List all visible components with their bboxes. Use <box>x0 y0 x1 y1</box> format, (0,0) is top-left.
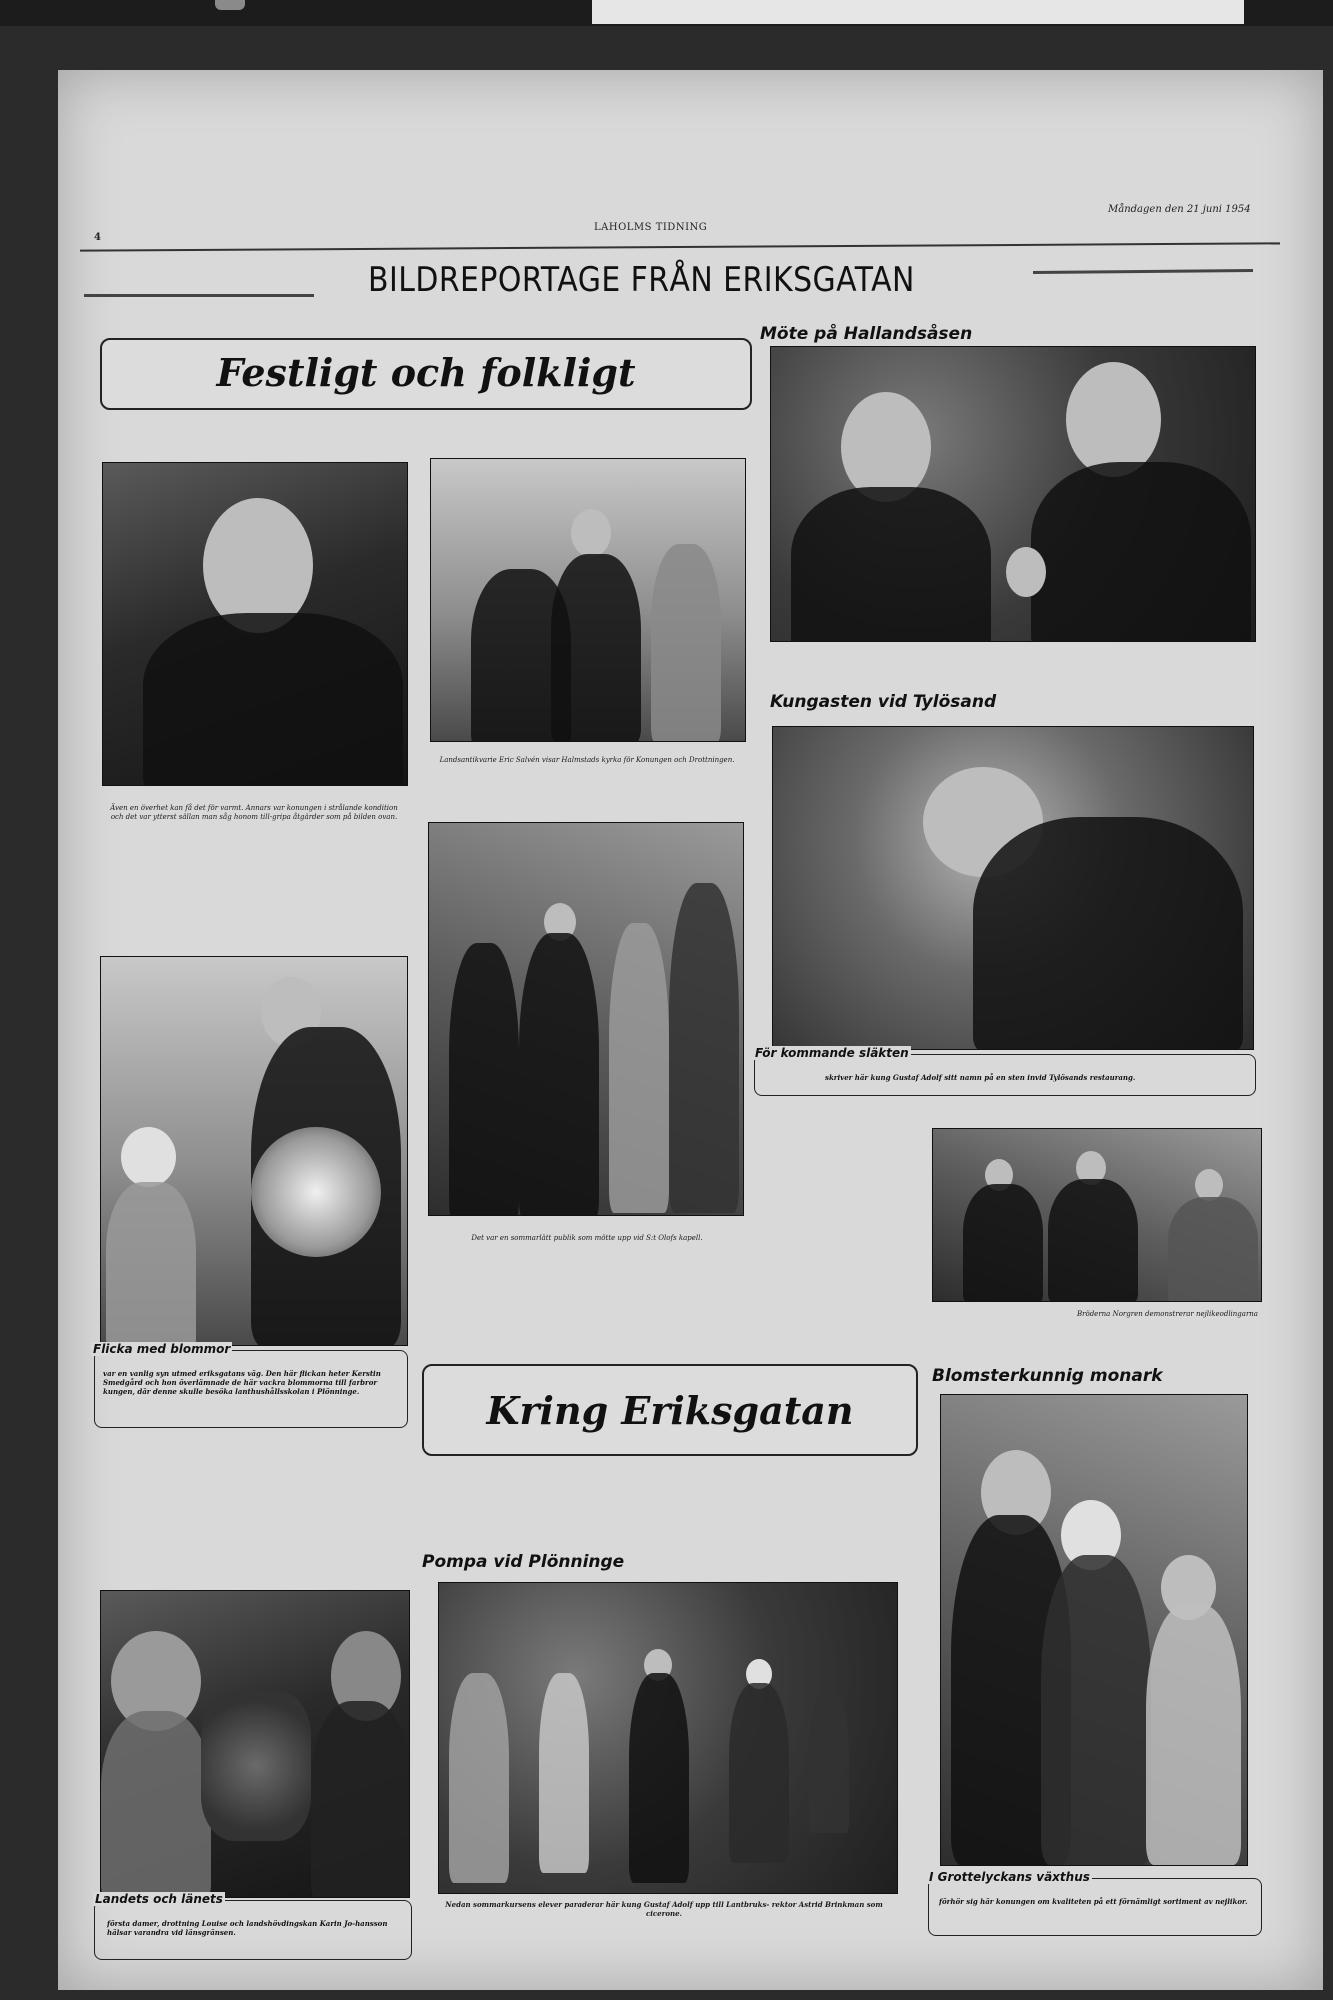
section-mote: Möte på Hallandsåsen <box>760 324 973 344</box>
photo-figure <box>519 933 599 1216</box>
photo-figure <box>1041 1555 1151 1865</box>
boxed-caption-slakten <box>754 1046 1256 1096</box>
caption-landsantikvarie: Landsantikvarie Eric Salvén visar Halmstads kyrka för Konungen och Drottningen. <box>439 756 735 764</box>
photo-figure-head <box>121 1127 176 1187</box>
boxed-caption-grottelyckans-title: I Grottelyckans växthus <box>929 1870 1090 1884</box>
page-headline: BILDREPORTAGE FRÅN ERIKSGATAN <box>368 260 915 300</box>
photo-king-wiping-brow <box>102 462 408 786</box>
photo-figure-head <box>201 1691 311 1841</box>
photo-figure <box>551 554 641 742</box>
photo-grottelyckan-greenhouse <box>940 1394 1248 1866</box>
photo-figure <box>539 1673 589 1873</box>
boxed-caption-slakten-body: skriver här kung Gustaf Adolf sitt namn på en sten invid Tylösands restaurang. <box>825 1073 1136 1082</box>
boxed-caption-landets-title: Landets och länets <box>95 1892 223 1906</box>
photo-figure <box>311 1701 410 1898</box>
photo-figure-head <box>1006 547 1046 597</box>
boxed-caption-landets-body: första damer, drottning Louise och landshövdingskan Karin Jo-hansson hälsar varandra vid länsgränsen. <box>107 1919 388 1937</box>
boxed-caption-flicka <box>93 1342 408 1428</box>
photo-figure-head <box>251 1127 381 1257</box>
banner-festligt-text: Festligt och folkligt <box>216 350 636 395</box>
photo-figure <box>729 1683 789 1863</box>
photo-figure-head <box>571 509 611 557</box>
boxed-caption-grottelyckans <box>928 1870 1262 1936</box>
photo-figure <box>1168 1197 1258 1302</box>
section-pompa: Pompa vid Plönninge <box>422 1552 625 1572</box>
photo-figure <box>791 487 991 642</box>
caption-brodorna: Bröderna Norgren demonstrerar nejlikeodlingarna <box>1077 1310 1258 1318</box>
photo-halmstad-church <box>430 458 746 742</box>
photo-drottning-louise <box>100 1590 410 1898</box>
photo-st-olofs-kapell <box>428 822 744 1216</box>
banner-kring-text: Kring Eriksgatan <box>486 1388 854 1433</box>
photo-figure <box>101 1711 211 1898</box>
photo-figure <box>963 1184 1043 1302</box>
caption-aven-en-overhet: Även en överhet kan få det för varmt. Annars var konungen i strålande kondition och det var ytterst sällan man såg honom till-gripa åtgärder som på bilden ovan. <box>110 804 398 821</box>
photo-figure-head <box>841 392 931 502</box>
photo-figure <box>143 613 403 786</box>
section-blomsterkunnig: Blomsterkunnig monark <box>932 1366 1163 1386</box>
photo-figure <box>609 923 669 1213</box>
photo-figure <box>809 1693 849 1833</box>
photo-figure <box>106 1182 196 1346</box>
photo-girl-with-flowers <box>100 956 408 1346</box>
clip <box>215 0 245 10</box>
photo-figure <box>449 943 519 1216</box>
banner-festligt <box>100 338 752 410</box>
photo-norgren-brothers <box>932 1128 1262 1302</box>
photo-plonninge-parade <box>438 1582 898 1894</box>
issue-date: Måndagen den 21 juni 1954 <box>1108 204 1251 215</box>
photo-figure <box>629 1673 689 1883</box>
section-kungasten: Kungasten vid Tylösand <box>770 692 997 712</box>
boxed-caption-flicka-body: var en vanlig syn utmed eriksgatans väg. Den här flickan heter Kerstin Smedgård och hon överlämnade de här vackra blommorna till farbror kungen, där denne skulle besöka lanthushållsskolan i Plönninge. <box>103 1369 381 1396</box>
boxed-caption-landets <box>94 1892 412 1960</box>
photo-figure <box>449 1673 509 1883</box>
photo-figure <box>1146 1605 1241 1865</box>
caption-nedan: Nedan sommarkursens elever paraderar här kung Gustaf Adolf upp till Lantbruks- rektor Astrid Brinkman som cicerone. <box>445 1900 883 1918</box>
boxed-caption-grottelyckans-body: förhör sig här konungen om kvaliteten på ett förnämligt sortiment av nejlikor. <box>939 1897 1248 1906</box>
photo-figure-head <box>1066 362 1161 477</box>
banner-kring <box>422 1364 918 1456</box>
photo-figure <box>669 883 739 1213</box>
headline-rule-left <box>84 294 314 297</box>
headline-rule-right <box>1033 269 1253 274</box>
paper-name: LAHOLMS TIDNING <box>594 222 708 233</box>
photo-figure <box>1031 462 1251 642</box>
boxed-caption-slakten-title: För kommande släkten <box>755 1046 909 1060</box>
photo-figure <box>973 817 1243 1050</box>
paper-edge <box>592 0 1244 24</box>
desk-background-strip <box>0 0 1333 26</box>
photo-king-signing-stone <box>772 726 1254 1050</box>
photo-figure <box>651 544 721 742</box>
photo-figure <box>1048 1179 1138 1302</box>
page-number: 4 <box>94 232 101 243</box>
caption-sommarlatt: Det var en sommarlätt publik som mötte upp vid S:t Olofs kapell. <box>471 1234 703 1242</box>
photo-mote-hallandsasen <box>770 346 1256 642</box>
boxed-caption-flicka-title: Flicka med blommor <box>93 1342 231 1356</box>
newspaper-page <box>58 70 1323 1990</box>
masthead-rule <box>80 242 1280 251</box>
